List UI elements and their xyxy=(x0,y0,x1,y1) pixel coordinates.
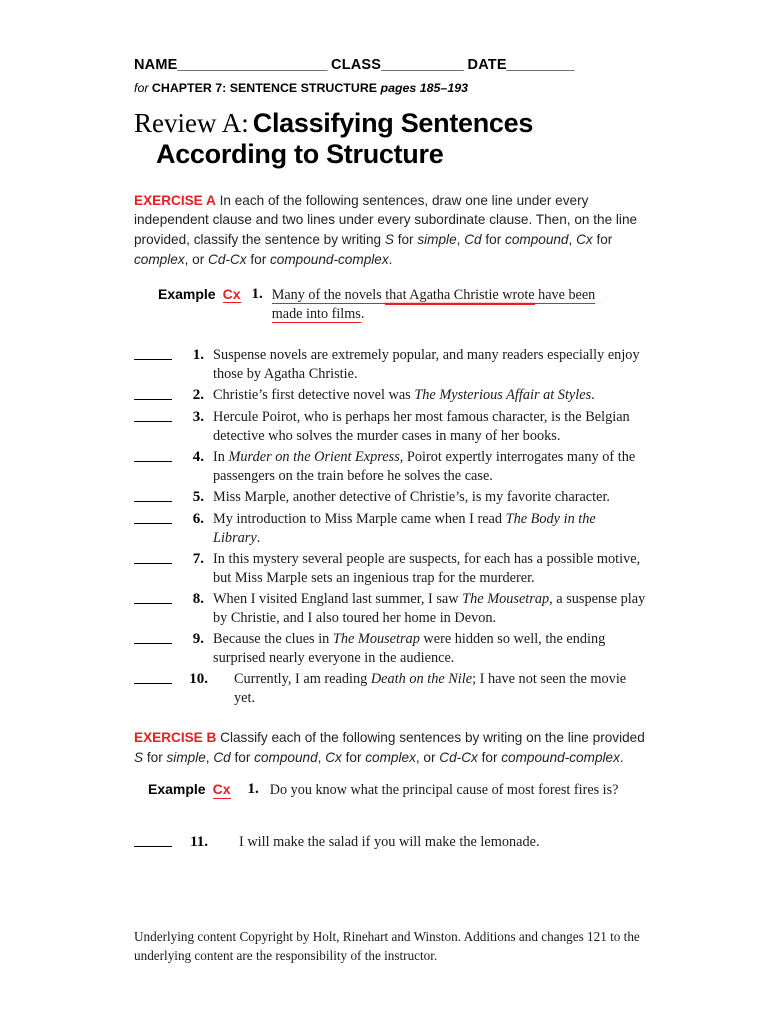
question-row xyxy=(134,346,646,384)
example-number: 1. xyxy=(251,286,263,303)
for-word: for xyxy=(134,80,149,95)
answer-blank[interactable] xyxy=(134,643,172,644)
answer-blank[interactable] xyxy=(134,399,172,400)
example-label-b: Example xyxy=(148,781,206,798)
question-text xyxy=(213,448,646,486)
class-blank[interactable]: ___________ xyxy=(381,57,464,73)
question-row xyxy=(134,408,646,446)
example-sentence-b: Do you know what the principal cause of most forest fires is? xyxy=(269,782,619,799)
exercise-b-example xyxy=(134,781,646,800)
question-row xyxy=(134,833,646,853)
for-word-b2: for xyxy=(230,749,255,765)
question-row xyxy=(134,386,646,406)
sentence-text: . xyxy=(256,530,261,546)
footer-line-1: Underlying content Copyright by Holt, Rinehart and Winston. Additions and changes xyxy=(134,929,588,944)
separator-b1: , xyxy=(205,749,214,765)
for-word-4: for xyxy=(246,251,270,267)
sentence-text: ; I have not seen the movie yet. xyxy=(234,671,627,706)
exercise-b-text: Classify each of the following sentences by writing on the line provided xyxy=(216,730,645,745)
question-number: 6. xyxy=(192,511,204,527)
sentence-text: Christie’s first detective novel was xyxy=(213,387,415,404)
abbr-cx: Cx xyxy=(576,231,593,247)
question-text xyxy=(213,590,646,628)
for-word-b3: for xyxy=(341,749,366,765)
sentence-text: In xyxy=(213,449,229,466)
title-italic: The Body in the Library xyxy=(213,511,596,546)
page-range: pages 185–193 xyxy=(380,80,468,95)
separator-2: , xyxy=(568,231,577,247)
term-complex-b: complex xyxy=(365,749,416,765)
example-period: . xyxy=(360,306,365,323)
answer-blank[interactable] xyxy=(134,359,172,360)
sentence-text: , a suspense play by Christie, and I also toured her home in Devon. xyxy=(213,591,646,626)
abbr-cx-b: Cx xyxy=(325,749,342,765)
question-text xyxy=(213,630,646,668)
question-row xyxy=(134,590,646,628)
term-compound-b: compound xyxy=(254,749,318,765)
separator-3: , or xyxy=(184,251,209,267)
separator-b3: , or xyxy=(415,749,440,765)
question-row xyxy=(134,448,646,486)
for-word-3: for xyxy=(592,231,613,247)
separator-b2: , xyxy=(317,749,326,765)
sentence-text: My introduction to Miss Marple came when I read xyxy=(213,511,506,527)
for-word-1: for xyxy=(393,231,418,247)
question-text xyxy=(213,346,646,384)
answer-blank[interactable] xyxy=(134,563,172,564)
name-label: NAME xyxy=(134,57,178,73)
example-sentence xyxy=(272,286,622,324)
footer-line-2: to the underlying content are the responsibility of the instructor. xyxy=(134,929,640,963)
page-number: 121 xyxy=(587,929,607,944)
answer-blank[interactable] xyxy=(134,603,172,604)
question-text xyxy=(213,408,646,446)
period-1: . xyxy=(388,251,393,267)
title-italic: Death on the Nile xyxy=(370,671,473,687)
question-number: 8. xyxy=(192,591,204,607)
question-text xyxy=(234,670,646,708)
sentence-text: Hercule Poirot, who is perhaps her most famous character, is the Belgian detective who solves the murder cases in many of her books. xyxy=(213,409,630,445)
question-text xyxy=(213,550,646,588)
date-blank[interactable]: _________ xyxy=(506,57,574,73)
exercise-b-label: EXERCISE B xyxy=(134,730,217,745)
term-simple: simple xyxy=(417,231,457,247)
term-compound: compound xyxy=(505,231,569,247)
answer-blank[interactable] xyxy=(134,846,172,847)
question-text xyxy=(213,488,646,507)
sentence-text: When I visited England last summer, I saw xyxy=(213,591,463,607)
exercise-a-question-list xyxy=(134,346,646,708)
exercise-a-instructions xyxy=(134,191,646,270)
answer-blank[interactable] xyxy=(134,461,172,462)
independent-clause-1: Many of the novels xyxy=(271,287,386,304)
title-italic: The Mysterious Affair at Styles xyxy=(414,387,592,404)
question-number: 4. xyxy=(192,449,204,466)
question-number: 9. xyxy=(192,631,204,647)
for-word-2: for xyxy=(481,231,506,247)
sentence-text: were hidden so well, the ending surprised nearly everyone in the audience. xyxy=(213,631,606,666)
date-label: DATE xyxy=(467,57,507,73)
sentence-text: Suspense novels are extremely popular, and many readers especially enjoy those by Agatha Christie. xyxy=(213,347,640,383)
answer-blank[interactable] xyxy=(134,501,172,502)
chapter-title: CHAPTER 7: SENTENCE STRUCTURE xyxy=(151,80,378,95)
question-text xyxy=(239,833,646,852)
question-row xyxy=(134,488,646,508)
abbr-cdcx-b: Cd-Cx xyxy=(439,749,478,765)
question-row xyxy=(134,550,646,588)
question-number: 11. xyxy=(190,834,208,851)
title-main-line2: According to Structure xyxy=(156,139,444,170)
answer-blank[interactable] xyxy=(134,683,172,684)
abbr-cd-b: Cd xyxy=(213,749,231,765)
question-row xyxy=(134,510,646,548)
title-italic: The Mousetrap xyxy=(462,591,550,607)
question-number: 3. xyxy=(192,409,204,426)
abbr-s-b: S xyxy=(134,749,144,765)
question-text xyxy=(213,386,646,405)
abbr-cd: Cd xyxy=(464,231,482,247)
exercise-a-text: In each of the following sentences, draw one line under every independent clause and two lines under every subordinate clause. Then, on the line provided, classify the sentence by writing xyxy=(134,192,638,247)
period-2: . xyxy=(619,749,624,765)
sentence-text: Because the clues in xyxy=(213,631,333,647)
question-number: 5. xyxy=(192,489,204,506)
answer-blank[interactable] xyxy=(134,421,172,422)
question-number: 1. xyxy=(192,347,204,364)
exercise-b-question-list xyxy=(134,833,646,853)
example-label: Example xyxy=(158,286,216,303)
page-title xyxy=(134,108,646,171)
example-answer: Cx xyxy=(222,286,241,303)
exercise-a-label: EXERCISE A xyxy=(134,192,216,208)
name-blank[interactable]: ____________________ xyxy=(177,57,327,73)
subordinate-clause-1: that Agatha Christie wrote xyxy=(385,287,535,304)
abbr-s: S xyxy=(384,231,394,247)
term-compound-complex-b: compound-complex xyxy=(501,749,620,765)
question-number: 2. xyxy=(192,387,204,404)
question-number: 10. xyxy=(189,671,208,687)
separator-1: , xyxy=(456,231,465,247)
question-number: 7. xyxy=(192,551,204,567)
for-word-b1: for xyxy=(143,749,167,765)
sentence-text: . xyxy=(591,387,595,404)
term-compound-complex: compound-complex xyxy=(270,251,389,267)
title-line-1 xyxy=(134,108,646,139)
title-line-2 xyxy=(134,139,646,170)
worksheet-content xyxy=(134,58,646,855)
sentence-text: In this mystery several people are suspects, for each has a possible motive, but Miss Marple sets an ingenious trap for the murderer. xyxy=(213,551,641,586)
exercise-b-instructions xyxy=(134,728,646,767)
abbr-cdcx: Cd-Cx xyxy=(208,251,247,267)
class-label: CLASS xyxy=(331,57,382,73)
answer-blank[interactable] xyxy=(134,523,172,524)
sentence-text: , Poirot expertly interrogates many of the passengers on the train before he solves the case. xyxy=(213,449,636,485)
title-italic: Murder on the Orient Express xyxy=(228,449,400,466)
question-row xyxy=(134,670,646,708)
independent-clause-2: have been made into films xyxy=(271,287,596,323)
example-answer-b: Cx xyxy=(212,781,231,798)
exercise-a-example xyxy=(134,286,646,324)
sentence-text: Currently, I am reading xyxy=(234,671,371,687)
title-review-label: Review A: xyxy=(134,107,249,138)
title-main-line1: Classifying Sentences xyxy=(252,107,534,138)
question-row xyxy=(134,630,646,668)
term-complex: complex xyxy=(134,251,185,267)
term-simple-b: simple xyxy=(166,749,206,765)
student-info-header xyxy=(134,58,646,74)
footer-copyright xyxy=(134,928,650,965)
example-number-b: 1. xyxy=(247,781,259,798)
for-word-b4: for xyxy=(477,749,502,765)
sentence-text: I will make the salad if you will make the lemonade. xyxy=(239,834,540,851)
question-text xyxy=(213,510,646,548)
title-italic: The Mousetrap xyxy=(332,631,420,647)
chapter-reference xyxy=(134,81,646,95)
sentence-text: Miss Marple, another detective of Christie’s, is my favorite character. xyxy=(213,489,611,506)
